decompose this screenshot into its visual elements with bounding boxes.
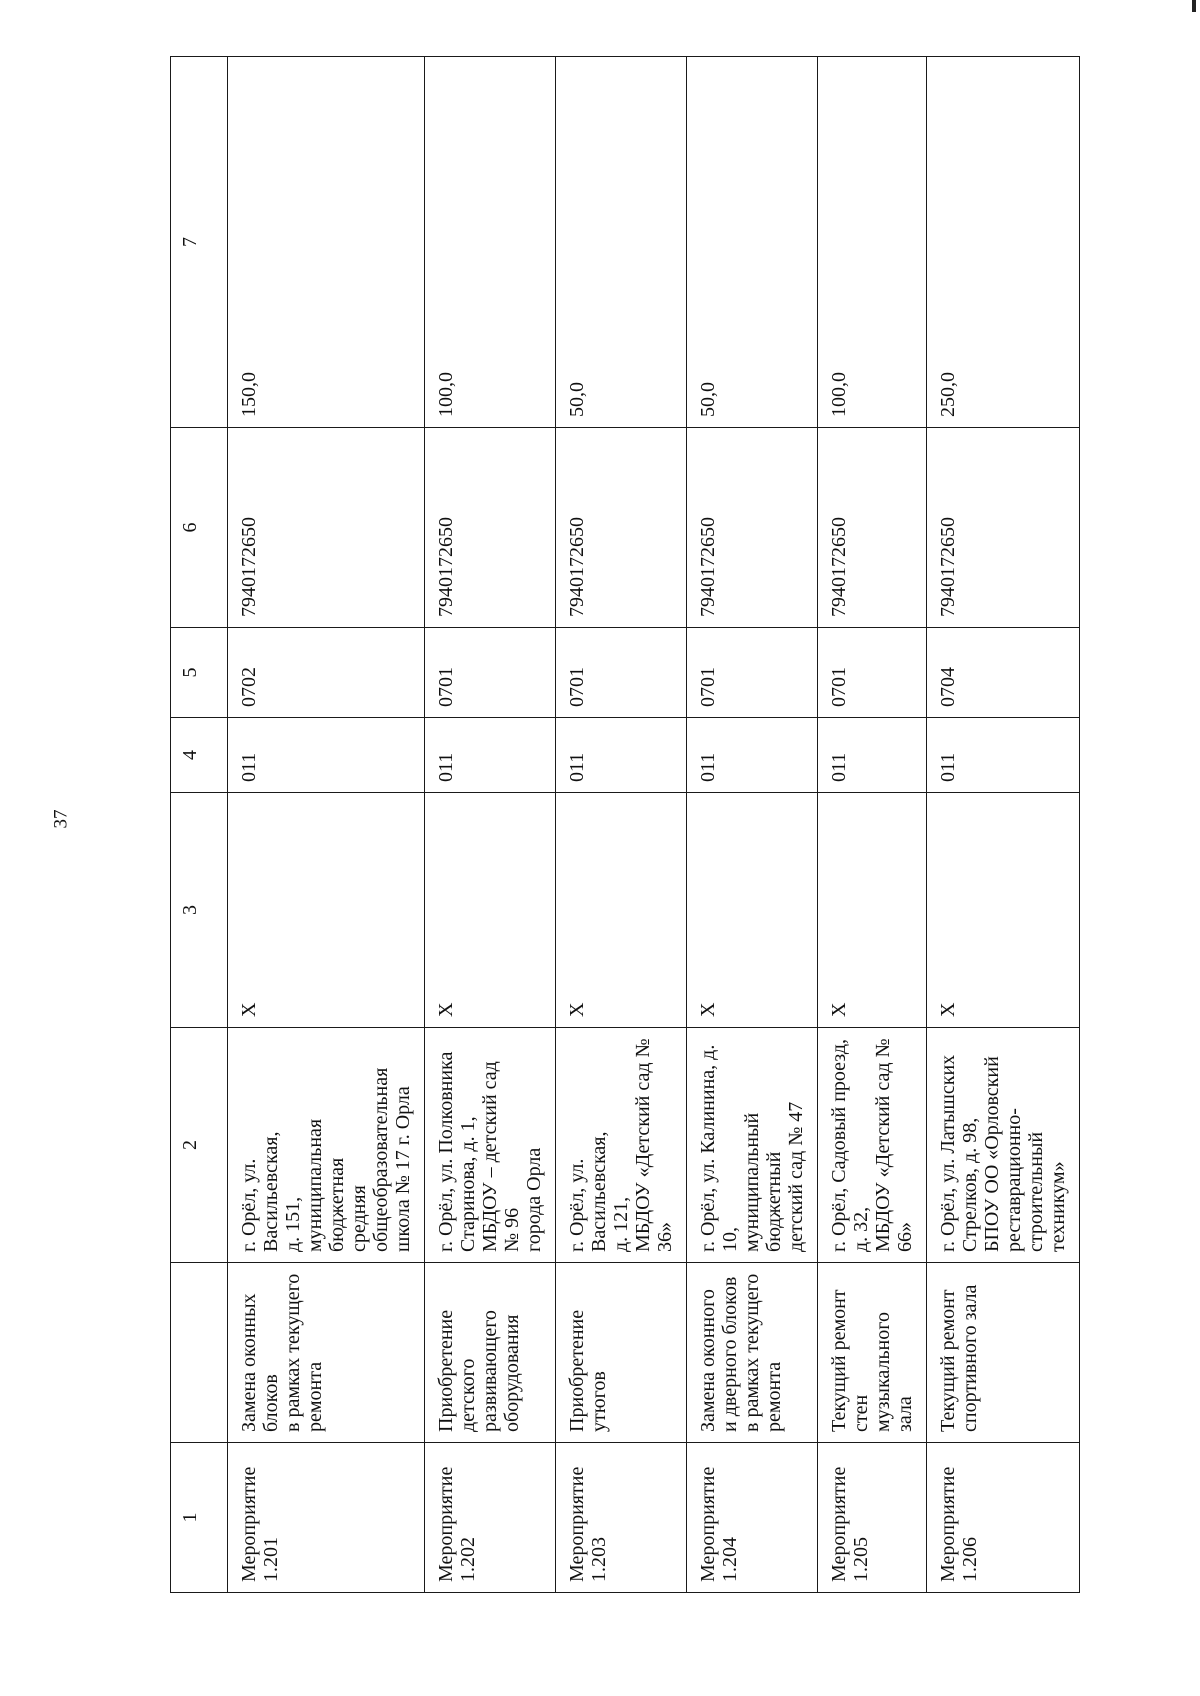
header-cell: 6 (171, 428, 228, 628)
activity-work: Замена оконного и дверного блоков в рамках текущего ремонта (687, 1263, 818, 1443)
cell-col4: 011 (556, 718, 687, 793)
cell-col7: 150,0 (228, 57, 425, 428)
page-number: 37 (50, 809, 72, 829)
cell-col7: 50,0 (687, 57, 818, 428)
activity-id: Мероприятие 1.202 (425, 1443, 556, 1593)
cell-col6: 7940172650 (687, 428, 818, 628)
cell-col6: 7940172650 (927, 428, 1080, 628)
activity-address: г. Орёл, ул. Латышских Стрелков, д. 98, БПОУ ОО «Орловский реставрационно- строительный техникум» (927, 1028, 1080, 1263)
cell-col5: 0701 (425, 628, 556, 718)
activity-address: г. Орёл, ул. Васильевская, д. 121, МБДОУ «Детский сад № 36» (556, 1028, 687, 1263)
cell-col4: 011 (927, 718, 1080, 793)
activity-address: г. Орёл, ул. Полковника Старинова, д. 1, МБДОУ – детский сад № 96 города Орла (425, 1028, 556, 1263)
rotated-table-wrapper (170, 57, 1069, 1593)
activity-work: Текущий ремонт стен музыкального зала (818, 1263, 927, 1443)
table-row (927, 57, 1080, 1593)
table-header-row (171, 57, 228, 1593)
activity-work: Замена оконных блоков в рамках текущего ремонта (228, 1263, 425, 1443)
table-row (228, 57, 425, 1593)
table-row (818, 57, 927, 1593)
activities-table (170, 56, 1080, 1593)
cell-col5: 0702 (228, 628, 425, 718)
header-cell: 2 (171, 1028, 228, 1263)
activity-address: г. Орёл, Садовый проезд, д. 32, МБДОУ «Детский сад № 66» (818, 1028, 927, 1263)
cell-col3: Х (687, 793, 818, 1028)
activity-id: Мероприятие 1.206 (927, 1443, 1080, 1593)
cell-col7: 50,0 (556, 57, 687, 428)
cell-col5: 0704 (927, 628, 1080, 718)
table-row (687, 57, 818, 1593)
cell-col4: 011 (228, 718, 425, 793)
header-cell (171, 1263, 228, 1443)
cell-col3: Х (556, 793, 687, 1028)
activity-id: Мероприятие 1.201 (228, 1443, 425, 1593)
cell-col6: 7940172650 (556, 428, 687, 628)
table-row (556, 57, 687, 1593)
cell-col7: 100,0 (818, 57, 927, 428)
cell-col3: Х (228, 793, 425, 1028)
cell-col7: 250,0 (927, 57, 1080, 428)
scan-mark (1192, 0, 1196, 12)
table-container (170, 57, 1069, 1593)
cell-col3: Х (425, 793, 556, 1028)
cell-col5: 0701 (687, 628, 818, 718)
activity-id: Мероприятие 1.204 (687, 1443, 818, 1593)
activity-work: Приобретение детского развивающего оборудования (425, 1263, 556, 1443)
cell-col6: 7940172650 (228, 428, 425, 628)
activity-work: Текущий ремонт спортивного зала (927, 1263, 1080, 1443)
cell-col4: 011 (687, 718, 818, 793)
cell-col4: 011 (425, 718, 556, 793)
activity-id: Мероприятие 1.205 (818, 1443, 927, 1593)
table-row (425, 57, 556, 1593)
activity-id: Мероприятие 1.203 (556, 1443, 687, 1593)
header-cell: 4 (171, 718, 228, 793)
cell-col6: 7940172650 (425, 428, 556, 628)
cell-col3: Х (927, 793, 1080, 1028)
header-cell: 5 (171, 628, 228, 718)
cell-col5: 0701 (556, 628, 687, 718)
header-cell: 3 (171, 793, 228, 1028)
header-cell: 1 (171, 1443, 228, 1593)
cell-col7: 100,0 (425, 57, 556, 428)
activity-address: г. Орёл, ул. Васильевская, д. 151, муниципальная бюджетная средняя общеобразовательная школа № 17 г. Орла (228, 1028, 425, 1263)
cell-col5: 0701 (818, 628, 927, 718)
cell-col6: 7940172650 (818, 428, 927, 628)
header-cell: 7 (171, 57, 228, 428)
cell-col4: 011 (818, 718, 927, 793)
activity-address: г. Орёл, ул. Калинина, д. 10, муниципальный бюджетный детский сад № 47 (687, 1028, 818, 1263)
activity-work: Приобретение утюгов (556, 1263, 687, 1443)
cell-col3: Х (818, 793, 927, 1028)
